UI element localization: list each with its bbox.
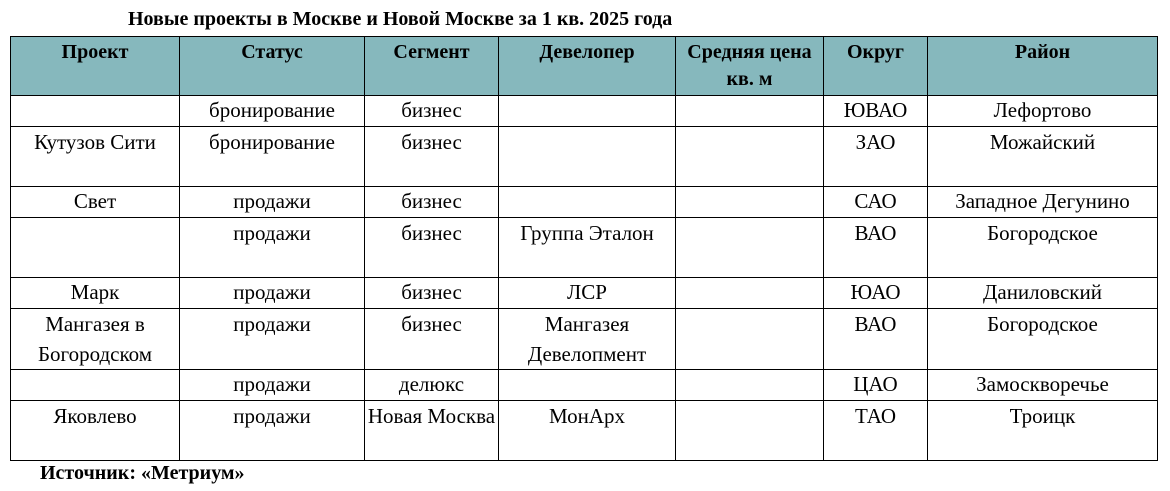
cell-developer: МонАрх xyxy=(499,401,676,461)
cell-district: ВАО xyxy=(824,218,928,278)
cell-avg-price xyxy=(676,370,824,401)
cell-avg-price xyxy=(676,218,824,278)
column-header-project: Проект xyxy=(11,37,180,96)
cell-developer: ЛСР xyxy=(499,278,676,309)
table-row xyxy=(11,218,1158,278)
cell-segment: бизнес xyxy=(365,218,499,278)
cell-district: ЮАО xyxy=(824,278,928,309)
cell-avg-price xyxy=(676,127,824,187)
cell-status: продажи xyxy=(180,370,365,401)
cell-segment: бизнес xyxy=(365,96,499,127)
cell-district: ТАО xyxy=(824,401,928,461)
table-row xyxy=(11,370,1158,401)
cell-developer xyxy=(499,370,676,401)
cell-segment: бизнес xyxy=(365,278,499,309)
cell-status: бронирование xyxy=(180,127,365,187)
table-header xyxy=(11,37,1158,96)
cell-area: Богородское xyxy=(928,309,1158,370)
column-header-developer: Девелопер xyxy=(499,37,676,96)
table-row xyxy=(11,309,1158,370)
cell-district: ВАО xyxy=(824,309,928,370)
cell-developer: Мангазея Девелопмент xyxy=(499,309,676,370)
cell-area: Богородское xyxy=(928,218,1158,278)
cell-project: Марк xyxy=(11,278,180,309)
cell-segment: делюкс xyxy=(365,370,499,401)
cell-area: Даниловский xyxy=(928,278,1158,309)
table-body xyxy=(11,96,1158,461)
cell-status: продажи xyxy=(180,401,365,461)
cell-status: продажи xyxy=(180,187,365,218)
cell-status: продажи xyxy=(180,218,365,278)
table-row xyxy=(11,187,1158,218)
cell-status: продажи xyxy=(180,309,365,370)
cell-area: Можайский xyxy=(928,127,1158,187)
table-row xyxy=(11,278,1158,309)
cell-district: ЮВАО xyxy=(824,96,928,127)
cell-avg-price xyxy=(676,96,824,127)
cell-developer: Группа Эталон xyxy=(499,218,676,278)
cell-district: ЗАО xyxy=(824,127,928,187)
cell-developer xyxy=(499,187,676,218)
cell-avg-price xyxy=(676,278,824,309)
column-header-segment: Сегмент xyxy=(365,37,499,96)
cell-avg-price xyxy=(676,187,824,218)
table-row xyxy=(11,401,1158,461)
cell-avg-price xyxy=(676,309,824,370)
cell-project xyxy=(11,96,180,127)
header-row xyxy=(11,37,1158,96)
source-note: Источник: «Метриум» xyxy=(40,462,245,484)
cell-project: Кутузов Сити xyxy=(11,127,180,187)
projects-table xyxy=(10,36,1158,461)
cell-project xyxy=(11,370,180,401)
cell-district: САО xyxy=(824,187,928,218)
column-header-avg-price: Средняя цена кв. м xyxy=(676,37,824,96)
cell-area: Западное Дегунино xyxy=(928,187,1158,218)
cell-segment: бизнес xyxy=(365,309,499,370)
cell-area: Замоскворечье xyxy=(928,370,1158,401)
cell-project: Свет xyxy=(11,187,180,218)
table-row xyxy=(11,127,1158,187)
cell-project: Мангазея в Богородском xyxy=(11,309,180,370)
cell-status: продажи xyxy=(180,278,365,309)
cell-area: Троицк xyxy=(928,401,1158,461)
cell-project xyxy=(11,218,180,278)
column-header-area: Район xyxy=(928,37,1158,96)
cell-segment: бизнес xyxy=(365,187,499,218)
cell-developer xyxy=(499,127,676,187)
cell-status: бронирование xyxy=(180,96,365,127)
cell-segment: Новая Москва xyxy=(365,401,499,461)
column-header-status: Статус xyxy=(180,37,365,96)
cell-avg-price xyxy=(676,401,824,461)
cell-area: Лефортово xyxy=(928,96,1158,127)
cell-developer xyxy=(499,96,676,127)
cell-segment: бизнес xyxy=(365,127,499,187)
table-row xyxy=(11,96,1158,127)
column-header-district: Округ xyxy=(824,37,928,96)
table-title: Новые проекты в Москве и Новой Москве за 1 кв. 2025 года xyxy=(128,8,673,30)
cell-project: Яковлево xyxy=(11,401,180,461)
cell-district: ЦАО xyxy=(824,370,928,401)
